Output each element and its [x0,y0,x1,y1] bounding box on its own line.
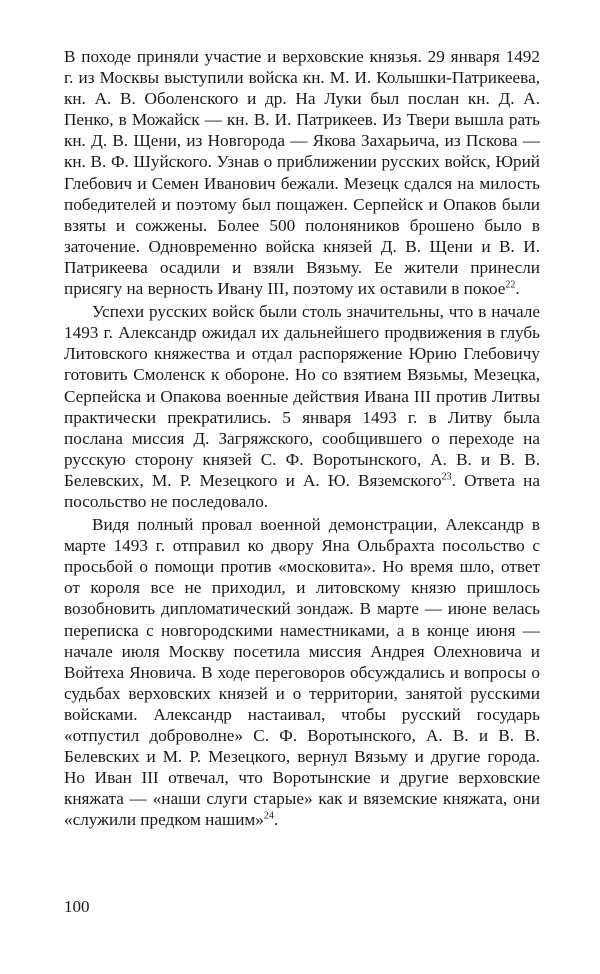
paragraph-3-tail: . [273,810,279,830]
paragraph-1-text: В походе приняли участие и верховские князья. 29 января 1492 г. из Москвы выступили войска кн. М. И. Колышки-Патрикеева, кн. А. В. Оболенского и др. На Луки был послан кн. Д. А. Пенко, в Можайск — кн. В. И. Патрикеев. Из Твери вышла рать кн. Д. В. Щени, из Новгорода — Якова Захарьича, из Пскова — кн. В. Ф. Шуйского. Узнав о приближении русских войск, Юрий Глебович и Семен Иванович бежали. Мезецк сдался на милость победителей и поэтому был пощажен. Серпейск и Опаков были взяты и сожжены. Более 500 полоняников брошено было в заточение. Одновременно войска князей Д. В. Щени и В. И. Патрикеева осадили и взяли Вязьму. Ее жители принесли присягу на верность Ивану III, поэтому их оставили в покое [64,47,540,299]
footnote-ref-23: 23 [441,471,452,483]
footnote-ref-22: 22 [505,279,516,291]
page-number: 100 [64,897,90,916]
paragraph-2 [64,301,540,512]
paragraph-2-tail: . Ответа на посольство не последовало. [64,470,540,511]
book-page [64,46,540,830]
paragraph-1-tail: . [515,279,520,299]
paragraph-1 [64,46,540,299]
paragraph-3-text: Видя полный провал военной демонстрации, Александр в марте 1493 г. отправил ко двору Яна Ольбрахта посольство с просьбой о помощи против «московита». Но время шло, ответ от короля все не приходил, и литовскому князю пришлось возобновить дипломатический зондаж. В марте — июне велась переписка с новгородскими наместниками, а в конце июня — начале июля Москву посетила миссия Андрея Олехновича и Войтеха Яновича. В ходе переговоров обсуждались и вопросы о судьбах верховских князей и о территории, занятой русскими войсками. Александр настаивал, чтобы русский государь «отпустил доброволне» С. Ф. Воротынского, А. В. и В. В. Белевских и М. Р. Мезецкого, вернул Вязьму и другие города. Но Иван III отвечал, что Воротынские и другие верховские княжата — «наши слуги старые» как и вяземские княжата, они «служили предком нашим» [64,515,540,830]
footnote-ref-24: 24 [263,810,274,822]
paragraph-2-text: Успехи русских войск были столь значительны, что в начале 1493 г. Александр ожидал их дальнейшего продвижения в глубь Литовского княжества и отдал распоряжение Юрию Глебовичу готовить Смоленск к обороне. Но со взятием Вязьмы, Мезецка, Серпейска и Опакова военные действия Ивана III против Литвы практически прекратились. 5 января 1493 г. в Литву была послана миссия Д. Загряжского, сообщившего о переходе на русскую сторону князей С. Ф. Воротынского, А. В. и В. В. Белевских, М. Р. Мезецкого и А. Ю. Вяземского [64,302,540,490]
paragraph-3 [64,514,540,830]
